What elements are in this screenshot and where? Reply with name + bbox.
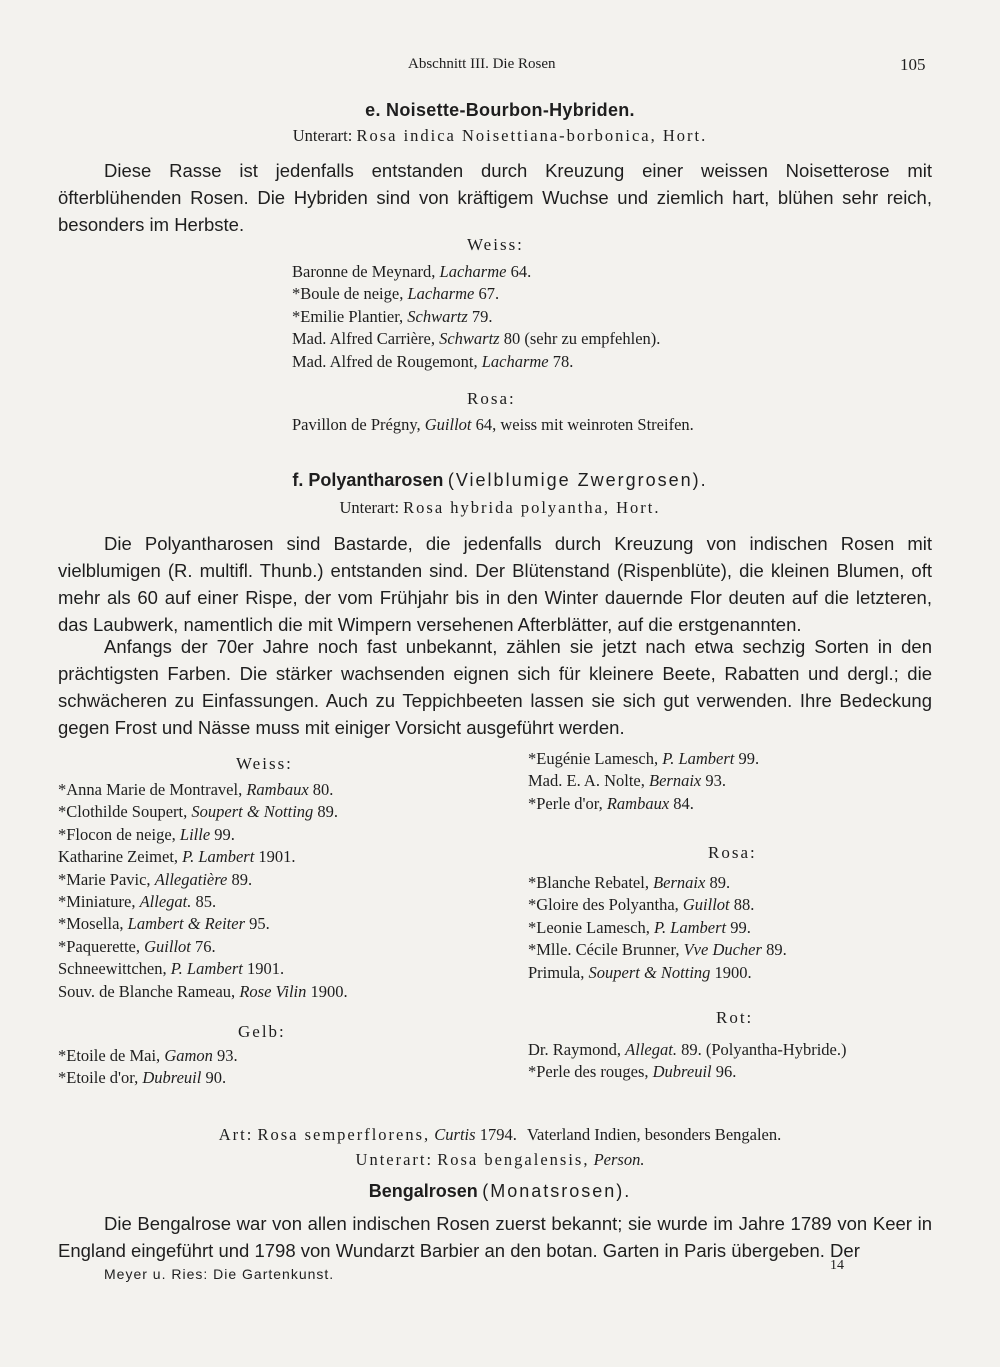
breeder-name: Schwartz [439, 329, 500, 349]
variety-name: Mad. Alfred Carrière, [292, 329, 435, 349]
variety-year: 89. [766, 940, 787, 960]
list-item [528, 872, 787, 894]
left-gelb-list [58, 1045, 238, 1090]
breeder-name: Allegat. [139, 892, 192, 912]
section-f-paragraph-2 [58, 633, 932, 741]
list-item [528, 748, 759, 770]
variety-name: *Paquerette, [58, 936, 141, 956]
variety-name: *Etoile d'or, [58, 1068, 139, 1088]
breeder-name: Allegat. [625, 1040, 677, 1059]
section-f-paragraph-1 [58, 530, 932, 638]
variety-name: Katharine Zeimet, [58, 847, 179, 867]
art-year: 1794. [479, 1125, 517, 1144]
variety-name: Mad. E. A. Nolte, [528, 771, 645, 791]
list-item [292, 328, 660, 350]
variety-year: 67. [478, 284, 500, 304]
list-item [58, 913, 348, 935]
list-item [292, 261, 660, 283]
variety-name: *Perle d'or, [528, 793, 603, 813]
variety-name: *Eugénie Lamesch, [528, 749, 659, 768]
breeder-name: Bernaix [649, 771, 702, 791]
variety-year: 99. [738, 749, 760, 768]
list-item [58, 801, 348, 823]
subtitle-name: Rosa hybrida polyantha, Hort. [403, 498, 661, 517]
variety-name: Pavillon de Prégny, [292, 415, 421, 434]
breeder-name: Rose Vilin [239, 981, 307, 1001]
variety-year: 64, weiss mit weinroten Streifen. [475, 415, 694, 434]
variety-name: Dr. Raymond, [528, 1040, 622, 1059]
list-item [292, 414, 694, 436]
breeder-name: Rambaux [606, 793, 670, 813]
variety-name: *Perle des rouges, [528, 1062, 649, 1082]
variety-year: 84. [673, 793, 694, 813]
variety-year: 1900. [714, 962, 752, 982]
variety-name: Primula, [528, 962, 585, 982]
list-item [528, 1039, 847, 1061]
variety-year: 95. [249, 914, 270, 934]
section-f-title [0, 470, 1000, 491]
bengal-heading-bold: Bengalrosen [368, 1181, 478, 1201]
variety-year: 93. [217, 1046, 238, 1065]
variety-year: 80. [312, 780, 334, 799]
variety-name: Schneewittchen, [58, 959, 167, 979]
variety-name: *Boule de neige, [292, 284, 404, 304]
right-rosa-heading: Rosa: [708, 843, 757, 862]
variety-year: 64. [510, 262, 532, 281]
right-weiss-list [528, 748, 759, 815]
subtitle-label: Unterart: [339, 498, 400, 517]
variety-name: *Emilie Plantier, [292, 306, 404, 326]
paragraph-text: Die Polyantharosen sind Bastarde, die jedenfalls durch Kreuzung von indischen Rosen mit vielblumigen (R. multifl. Thunb.) entstanden sind. Der Blütenstand (Rispenblüte), die kleinen Blumen, oft mehr als 60 auf einer Rispe, der vom Frühjahr bis in den Winter dauernde Flor deuten auf die letzteren, das Laubwerk, namentlich die mit Wimpern versehenen Afterblätter, auf die erstgenannten. [58, 533, 932, 635]
variety-name: *Etoile de Mai, [58, 1046, 161, 1065]
list-item [528, 1061, 847, 1083]
bengal-heading-rest: (Monatsrosen). [482, 1181, 632, 1201]
breeder-name: Rambaux [246, 780, 309, 799]
section-e-weiss-heading: Weiss: [467, 235, 524, 254]
left-gelb-heading: Gelb: [238, 1022, 286, 1041]
breeder-name: Gamon [164, 1046, 213, 1065]
variety-year: 90. [205, 1068, 227, 1088]
variety-year: 88. [733, 895, 755, 915]
breeder-name: Soupert & Notting [588, 962, 711, 982]
breeder-name: P. Lambert [662, 749, 735, 768]
variety-year: 89. [317, 802, 339, 822]
breeder-name: Dubreuil [652, 1062, 712, 1082]
breeder-name: Soupert & Notting [191, 802, 314, 822]
variety-year: 89. [709, 873, 731, 892]
variety-year: 99. [730, 917, 751, 937]
unterart-line [0, 1150, 1000, 1170]
unterart-label: Unterart: [355, 1150, 434, 1169]
paragraph-text: Diese Rasse ist jedenfalls entstanden durch Kreuzung einer weissen Noisetterose mit öfterblühenden Rosen. Die Hybriden sind von kräftigem Wuchse und ziemlich hart, blühen sehr reich, besonders im Herbste. [58, 160, 932, 235]
variety-year: 99. [214, 824, 235, 844]
breeder-name: Lacharme [481, 351, 549, 371]
variety-name: *Marie Pavic, [58, 869, 151, 889]
variety-year: 1901. [258, 847, 296, 867]
variety-year: 1901. [246, 959, 285, 979]
footer-source: Meyer u. Ries: Die Gartenkunst. [104, 1266, 335, 1282]
list-item [528, 962, 787, 984]
unterart-author: Person. [593, 1150, 645, 1169]
section-e-subtitle [0, 126, 1000, 146]
running-header [408, 56, 555, 73]
subtitle-name: Rosa indica Noisettiana-borbonica, Hort. [356, 126, 708, 145]
list-item [528, 917, 787, 939]
list-item [58, 869, 348, 891]
right-rosa-list [528, 872, 787, 984]
section-e-weiss-list [292, 261, 660, 373]
variety-name: Mad. Alfred de Rougemont, [292, 351, 478, 371]
breeder-name: Dubreuil [142, 1068, 202, 1088]
section-f-title-bold: f. Polyantharosen [292, 470, 444, 490]
section-e-rosa-heading: Rosa: [467, 389, 516, 408]
art-author: Curtis [434, 1125, 476, 1144]
list-item [292, 306, 660, 328]
art-line [0, 1125, 1000, 1145]
variety-name: *Blanche Rebatel, [528, 873, 649, 892]
list-item [58, 1067, 238, 1089]
section-e-title: e. Noisette-Bourbon-Hybriden. [365, 100, 635, 120]
list-item [58, 981, 348, 1003]
list-item [292, 283, 660, 305]
list-item [58, 1045, 238, 1067]
variety-name: *Anna Marie de Montravel, [58, 780, 243, 799]
breeder-name: P. Lambert [654, 917, 727, 937]
breeder-name: Lambert & Reiter [127, 914, 245, 934]
breeder-name: Bernaix [653, 873, 706, 892]
variety-name: *Leonie Lamesch, [528, 917, 650, 937]
variety-year: 79. [471, 306, 493, 326]
breeder-name: Allegatière [154, 869, 228, 889]
breeder-name: Guillot [424, 415, 472, 434]
list-item [58, 891, 348, 913]
list-item [528, 793, 759, 815]
breeder-name: P. Lambert [170, 959, 243, 979]
variety-year: 96. [715, 1062, 737, 1082]
bengal-paragraph [58, 1210, 932, 1264]
variety-year: 89. (Polyantha-Hybride.) [681, 1040, 847, 1059]
art-label: Art: [218, 1125, 254, 1144]
section-f-subtitle [0, 498, 1000, 518]
right-rot-list [528, 1039, 847, 1084]
breeder-name: Lille [179, 824, 211, 844]
paragraph-text: Die Bengalrose war von allen indischen Rosen zuerst bekannt; sie wurde im Jahre 1789 von Keer in England eingeführt und 1798 von Wundarzt Barbier an den botan. Garten in Paris übergeben. Der [58, 1213, 932, 1261]
breeder-name: Guillot [144, 936, 191, 956]
breeder-name: Guillot [682, 895, 730, 915]
list-item [292, 351, 660, 373]
art-name: Rosa semperflorens, [257, 1125, 431, 1144]
left-weiss-list [58, 779, 348, 1003]
breeder-name: Schwartz [407, 306, 468, 326]
breeder-name: Vve Ducher [683, 940, 762, 960]
variety-name: *Flocon de neige, [58, 824, 176, 844]
right-rot-heading: Rot: [716, 1008, 754, 1027]
bengal-heading [0, 1181, 1000, 1202]
variety-name: *Miniature, [58, 892, 136, 912]
variety-year: 85. [195, 892, 217, 912]
breeder-name: P. Lambert [182, 847, 255, 867]
breeder-name: Lacharme [439, 262, 507, 281]
header-section: Abschnitt III. Die Rosen [408, 56, 556, 72]
variety-year: 76. [195, 936, 216, 956]
variety-year: 89. [231, 869, 253, 889]
list-item [58, 779, 348, 801]
variety-name: *Gloire des Polyantha, [528, 895, 679, 915]
list-item [58, 824, 348, 846]
left-weiss-heading: Weiss: [236, 754, 293, 773]
footer-signature: 14 [830, 1258, 844, 1273]
breeder-name: Lacharme [407, 284, 475, 304]
variety-year: 80 (sehr zu empfehlen). [503, 329, 661, 349]
variety-name: *Mlle. Cécile Brunner, [528, 940, 680, 960]
variety-name: *Clothilde Soupert, [58, 802, 188, 822]
variety-year: 93. [705, 771, 726, 791]
list-item [58, 958, 348, 980]
page-number: 105 [900, 55, 926, 74]
unterart-name: Rosa bengalensis, [437, 1150, 590, 1169]
list-item [58, 936, 348, 958]
variety-year: 1900. [310, 981, 348, 1001]
paragraph-text: Anfangs der 70er Jahre noch fast unbekannt, zählen sie jetzt nach etwa sechzig Sorten in den prächtigsten Farben. Die stärker wachsenden eignen sich für kleinere Beete, Rabatten und dergl.; die schwächeren zu Einfassungen. Auch zu Teppichbeeten lassen sie sich gut verwenden. Ihre Bedeckung gegen Frost und Nässe muss mit einiger Vorsicht ausgeführt werden. [58, 636, 932, 738]
list-item [58, 846, 348, 868]
section-e-paragraph [58, 157, 932, 238]
variety-year: 78. [552, 351, 574, 371]
variety-name: Souv. de Blanche Rameau, [58, 981, 236, 1001]
list-item [528, 770, 759, 792]
list-item [528, 939, 787, 961]
list-item [528, 894, 787, 916]
art-origin: Vaterland Indien, besonders Bengalen. [526, 1125, 782, 1144]
section-e-rosa-list [292, 414, 694, 436]
subtitle-label: Unterart: [292, 126, 353, 145]
section-f-title-rest: (Vielblumige Zwergrosen). [447, 470, 708, 490]
variety-name: *Mosella, [58, 914, 124, 934]
variety-name: Baronne de Meynard, [292, 262, 436, 281]
